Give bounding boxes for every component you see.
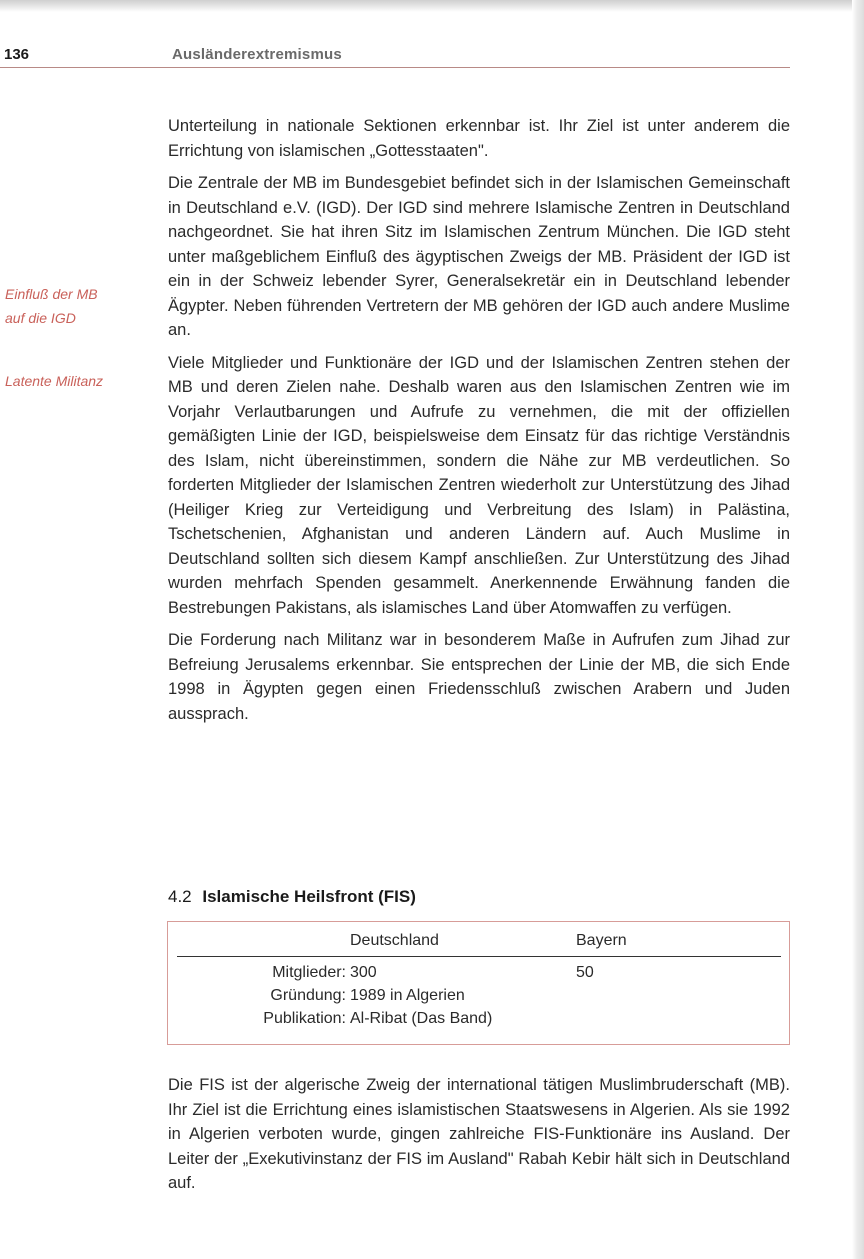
- cell-bayern: 50: [576, 964, 594, 981]
- table-header-row: [177, 930, 781, 957]
- table-header-cell: Deutschland: [350, 930, 576, 957]
- table-row: [177, 957, 781, 985]
- paragraph: Die Zentrale der MB im Bundesgebiet befindet sich in der Islamischen Gemeinschaft in Deutschland e.V. (IGD). Der IGD sind mehrere Islamische Zentren in Deutschland nachgeordnet. Sie hat ihren Sitz im Islamischen Zentrum München. Die IGD steht unter maßgeblichem Einfluß des ägyptischen Zweigs der MB. Präsident der IGD ist ein in der Schweiz lebender Syrer, Generalsekretär ein in Deutschland lebender Ägypter. Neben führenden Vertretern der MB gehören der IGD auch andere Muslime an.: [168, 174, 790, 339]
- section-number: 4.2: [168, 887, 192, 906]
- row-label: Publikation:: [263, 1010, 346, 1027]
- margin-note-militanz: [5, 369, 103, 393]
- running-title: Ausländerextremismus: [172, 46, 342, 63]
- paragraph: Unterteilung in nationale Sektionen erkennbar ist. Ihr Ziel ist unter anderem die Errichtung von islamischen „Gottesstaaten".: [168, 117, 790, 160]
- table-header-cell: [177, 930, 350, 957]
- cell-deutschland: Al-Ribat (Das Band): [350, 1010, 493, 1027]
- body-text-lower: [168, 1073, 790, 1204]
- page-number: 136: [4, 46, 30, 63]
- margin-note-line: auf die IGD: [5, 310, 76, 326]
- table-header-cell: Bayern: [576, 930, 781, 957]
- cell-bayern: [576, 1007, 781, 1030]
- paragraph: Die FIS ist der algerische Zweig der international tätigen Muslimbruderschaft (MB). Ihr Ziel ist die Errichtung eines islamistischen Staatswesens in Algerien. Als sie 1992 in Algerien verboten wurde, gingen zahlreiche FIS-Funktionäre ins Ausland. Der Leiter der „Exekutivinstanz der FIS im Ausland" Rabah Kebir hält sich in Deutschland auf.: [168, 1076, 790, 1192]
- margin-note-line: Einfluß der MB: [5, 286, 98, 302]
- row-label: Mitglieder:: [272, 964, 346, 981]
- margin-note-einfluss: [5, 282, 98, 330]
- row-label: Gründung:: [270, 987, 346, 1004]
- header-rule: [0, 67, 790, 68]
- info-box: [167, 921, 790, 1045]
- info-table: [177, 930, 781, 1030]
- scan-top-shadow: [0, 0, 855, 12]
- table-row: [177, 1007, 781, 1030]
- cell-deutschland: 300: [350, 964, 377, 981]
- cell-deutschland: 1989 in Algerien: [350, 987, 465, 1004]
- margin-note-line: Latente Militanz: [5, 373, 104, 389]
- cell-bayern: [576, 984, 781, 1007]
- table-row: [177, 984, 781, 1007]
- body-text-upper: [168, 114, 790, 734]
- paragraph: Viele Mitglieder und Funktionäre der IGD und der Islamischen Zentren stehen der MB und deren Zielen nahe. Deshalb waren aus den Islamischen Zentren wie im Vorjahr Verlautbarungen und Aufrufe zu vernehmen, die mit der offiziellen gemäßigten Linie der IGD, beispielsweise dem Einsatz für das richtige Verständnis des Islam, nicht übereinstimmen, sondern die Nähe zur MB verdeutlichen. So forderten Mitglieder der Islamischen Zentren wiederholt zur Unterstützung des Jihad (Heiliger Krieg zur Verteidigung und Verbreitung des Islam) in Palästina, Tschetschenien, Afghanistan und anderen Ländern auf. Auch Muslime in Deutschland sollten sich diesem Kampf anschließen. Zur Unterstützung des Jihad wurden mehrfach Spenden gesammelt. Anerkennende Erwähnung fanden die Bestrebungen Pakistans, als islamisches Land über Atomwaffen zu verfügen.: [168, 353, 790, 617]
- paragraph: Die Forderung nach Militanz war in besonderem Maße in Aufrufen zum Jihad zur Befreiung Jerusalems erkennbar. Sie entsprechen der Linie der MB, die sich Ende 1998 in Ägypten gegen einen Friedensschluß zwischen Arabern und Juden aussprach.: [168, 631, 790, 723]
- section-title: Islamische Heilsfront (FIS): [202, 887, 416, 906]
- section-heading: [168, 887, 416, 907]
- scan-right-shadow: [852, 0, 864, 1259]
